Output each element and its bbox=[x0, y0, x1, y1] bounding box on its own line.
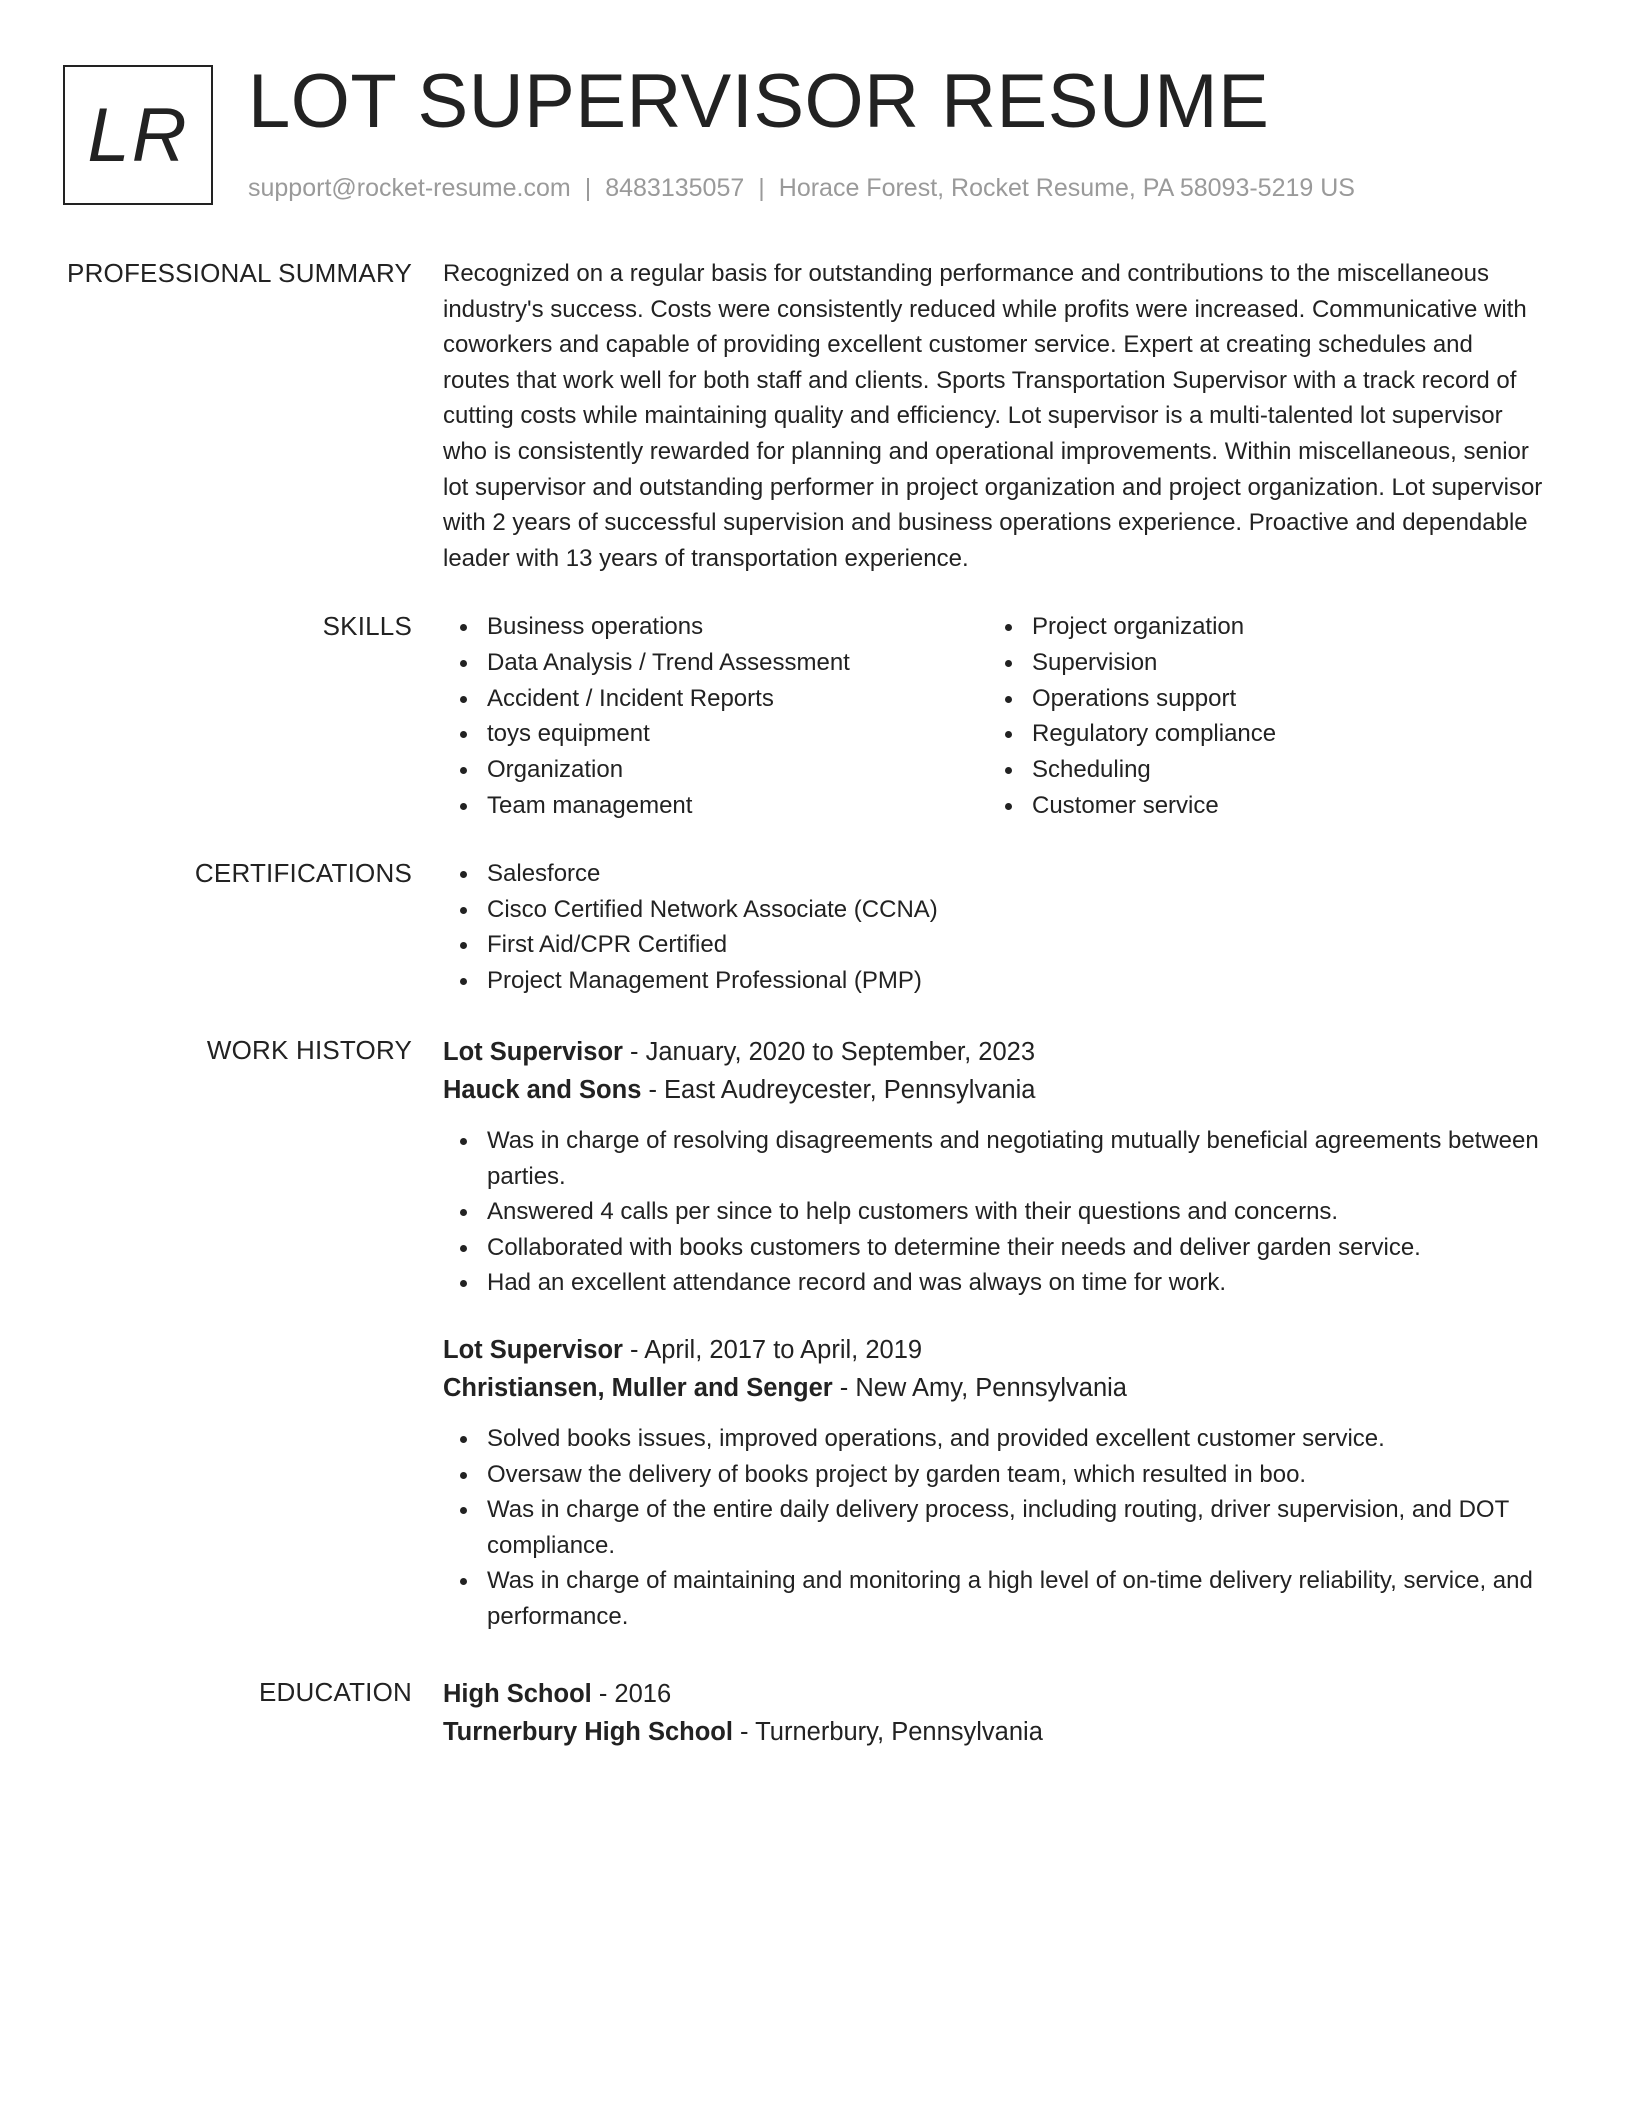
work-history-body bbox=[443, 1033, 1543, 1635]
job-title-line bbox=[443, 1033, 1543, 1071]
job-entry bbox=[443, 1331, 1543, 1635]
certification-item: First Aid/CPR Certified bbox=[443, 927, 1543, 963]
education-degree: High School bbox=[443, 1680, 592, 1708]
job-company-line bbox=[443, 1369, 1543, 1407]
contact-line bbox=[248, 174, 1355, 203]
monogram-logo bbox=[63, 65, 213, 205]
job-company: Christiansen, Muller and Senger bbox=[443, 1373, 833, 1402]
job-location: - New Amy, Pennsylvania bbox=[832, 1373, 1127, 1402]
job-duty: Solved books issues, improved operations, and provided excellent customer service. bbox=[443, 1421, 1543, 1457]
job-duty: Oversaw the delivery of books project by garden team, which resulted in boo. bbox=[443, 1457, 1543, 1493]
education-location: - Turnerbury, Pennsylvania bbox=[732, 1718, 1043, 1746]
skill-item: Regulatory compliance bbox=[988, 716, 1533, 752]
section-heading: CERTIFICATIONS bbox=[194, 858, 412, 888]
skill-item: toys equipment bbox=[443, 716, 988, 752]
skill-item: Project organization bbox=[988, 609, 1533, 645]
certifications-list bbox=[443, 856, 1543, 998]
job-duty: Had an excellent attendance record and was always on time for work. bbox=[443, 1265, 1543, 1301]
section-heading: PROFESSIONAL SUMMARY bbox=[67, 258, 412, 288]
contact-address: Horace Forest, Rocket Resume, PA 58093-5219 US bbox=[778, 174, 1355, 202]
contact-separator: | bbox=[758, 174, 765, 202]
education-school-line bbox=[443, 1713, 1543, 1751]
skills-grid bbox=[443, 609, 1543, 824]
summary-text: Recognized on a regular basis for outstanding performance and contributions to the miscellaneous industry's success. Costs were consistently reduced while profits were increased. Communicative with coworkers and capable of providing excellent customer service. Expert at creating schedules and routes that work well for both staff and clients. Sports Transportation Supervisor with a track record of cutting costs while maintaining quality and efficiency. Lot supervisor is a multi-talented lot supervisor who is consistently rewarded for planning and operational improvements. Within miscellaneous, senior lot supervisor and outstanding performer in project organization and project organization. Lot supervisor with 2 years of successful supervision and business operations experience. Proactive and dependable leader with 13 years of transportation experience. bbox=[443, 260, 1543, 572]
job-duty: Was in charge of resolving disagreements and negotiating mutually beneficial agreements between parties. bbox=[443, 1123, 1543, 1194]
skills-column-right bbox=[988, 609, 1533, 824]
skill-item: Accident / Incident Reports bbox=[443, 681, 988, 717]
certification-item: Project Management Professional (PMP) bbox=[443, 963, 1543, 999]
certifications-body bbox=[443, 856, 1543, 998]
section-heading: EDUCATION bbox=[259, 1677, 412, 1707]
skill-item: Operations support bbox=[988, 681, 1533, 717]
skill-item: Scheduling bbox=[988, 752, 1533, 788]
job-company-line bbox=[443, 1071, 1543, 1109]
skill-item: Customer service bbox=[988, 788, 1533, 824]
job-duties-list bbox=[443, 1421, 1543, 1635]
certification-item: Cisco Certified Network Associate (CCNA) bbox=[443, 892, 1543, 928]
contact-email: support@rocket-resume.com bbox=[248, 174, 571, 202]
summary-body bbox=[443, 256, 1543, 576]
job-title-line bbox=[443, 1331, 1543, 1369]
section-heading: SKILLS bbox=[322, 611, 412, 641]
job-duties-list bbox=[443, 1123, 1543, 1301]
education-body bbox=[443, 1675, 1543, 1751]
job-duty: Answered 4 calls per since to help customers with their questions and concerns. bbox=[443, 1194, 1543, 1230]
job-duty: Was in charge of the entire daily delivery process, including routing, driver supervision, and DOT compliance. bbox=[443, 1492, 1543, 1563]
job-company: Hauck and Sons bbox=[443, 1076, 642, 1104]
skills-body bbox=[443, 609, 1543, 824]
contact-separator: | bbox=[584, 174, 592, 202]
resume-title: LOT SUPERVISOR RESUME bbox=[248, 59, 1270, 144]
job-dates: - April, 2017 to April, 2019 bbox=[622, 1335, 923, 1364]
skill-item: Business operations bbox=[443, 609, 988, 645]
job-entry bbox=[443, 1033, 1543, 1301]
job-duty: Was in charge of maintaining and monitoring a high level of on-time delivery reliability, service, and performance. bbox=[443, 1563, 1543, 1634]
monogram-initials: LR bbox=[87, 92, 189, 178]
job-title: Lot Supervisor bbox=[443, 1335, 623, 1364]
education-school: Turnerbury High School bbox=[443, 1718, 733, 1746]
education-year: - 2016 bbox=[591, 1680, 672, 1708]
skill-item: Team management bbox=[443, 788, 988, 824]
skill-item: Organization bbox=[443, 752, 988, 788]
job-dates: - January, 2020 to September, 2023 bbox=[622, 1038, 1035, 1066]
skill-item: Supervision bbox=[988, 645, 1533, 681]
education-degree-line bbox=[443, 1675, 1543, 1713]
section-heading: WORK HISTORY bbox=[206, 1035, 412, 1065]
skills-column-left bbox=[443, 609, 988, 824]
job-title: Lot Supervisor bbox=[443, 1038, 623, 1066]
contact-phone: 8483135057 bbox=[605, 174, 745, 202]
certification-item: Salesforce bbox=[443, 856, 1543, 892]
job-duty: Collaborated with books customers to determine their needs and deliver garden service. bbox=[443, 1230, 1543, 1266]
skill-item: Data Analysis / Trend Assessment bbox=[443, 645, 988, 681]
job-location: - East Audreycester, Pennsylvania bbox=[641, 1076, 1036, 1104]
